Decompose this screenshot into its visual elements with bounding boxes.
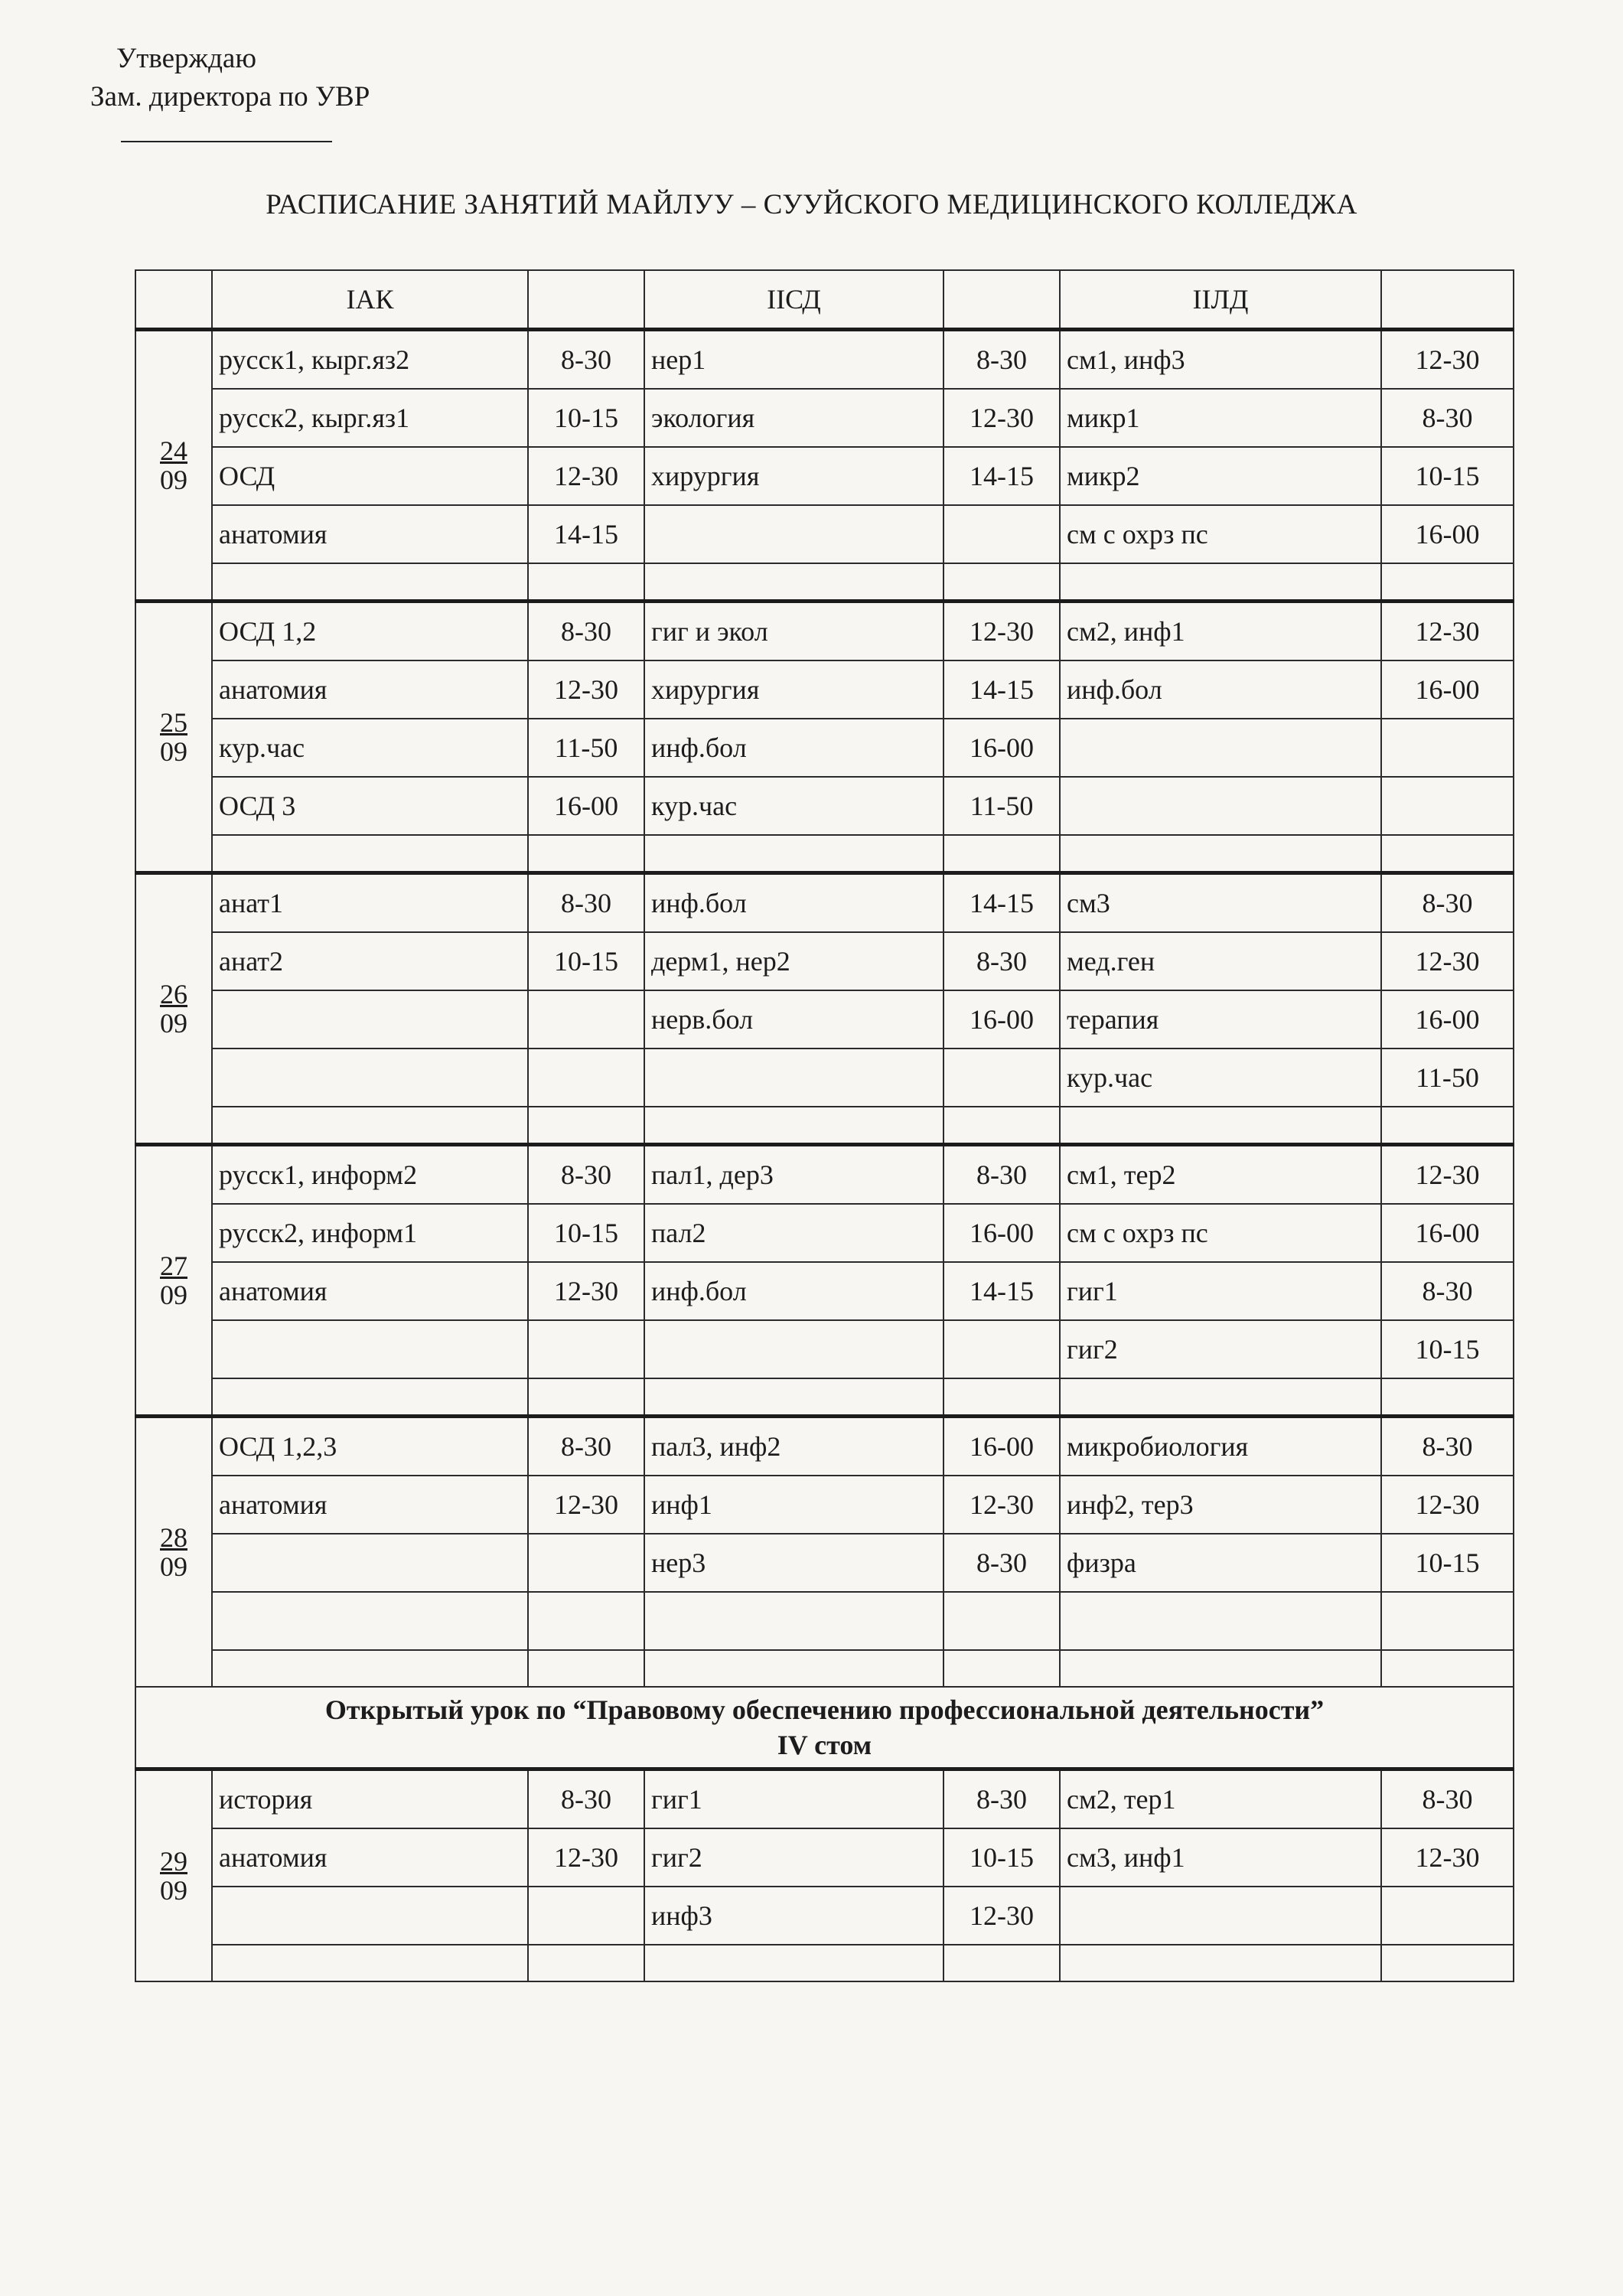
time-cell: 12-30	[528, 660, 644, 719]
empty-cell	[1060, 835, 1381, 873]
empty-cell	[943, 563, 1060, 602]
empty-cell	[644, 835, 943, 873]
empty-cell	[644, 1650, 943, 1687]
table-row	[135, 990, 1514, 1049]
header-row	[135, 270, 1514, 330]
subject-cell	[212, 1320, 528, 1378]
empty-cell	[1060, 1650, 1381, 1687]
empty-cell	[1381, 1650, 1514, 1687]
subject-cell: анатомия	[212, 1262, 528, 1320]
time-cell: 12-30	[943, 1887, 1060, 1945]
date-day: 26	[160, 979, 187, 1009]
empty-cell	[943, 1650, 1060, 1687]
empty-row	[135, 563, 1514, 602]
time-cell: 10-15	[528, 932, 644, 990]
time-cell: 8-30	[528, 330, 644, 390]
table-row	[135, 330, 1514, 390]
time-cell: 16-00	[528, 777, 644, 835]
subject-cell: история	[212, 1769, 528, 1829]
table-row	[135, 932, 1514, 990]
subject-cell: гиг1	[1060, 1262, 1381, 1320]
time-header-2	[943, 270, 1060, 330]
subject-cell: мед.ген	[1060, 932, 1381, 990]
time-cell	[528, 990, 644, 1049]
table-row	[135, 1476, 1514, 1534]
time-cell: 8-30	[1381, 1262, 1514, 1320]
approval-line2: Зам. директора по УВР	[90, 81, 370, 113]
date-day: 29	[160, 1846, 187, 1877]
subject-cell: см2, тер1	[1060, 1769, 1381, 1829]
empty-cell	[943, 1945, 1060, 1981]
subject-cell: нер3	[644, 1534, 943, 1592]
subject-cell: хирургия	[644, 447, 943, 505]
table-row	[135, 660, 1514, 719]
table-row	[135, 389, 1514, 447]
date-day: 28	[160, 1522, 187, 1553]
time-cell	[1381, 777, 1514, 835]
subject-cell: ОСД 3	[212, 777, 528, 835]
empty-cell	[644, 1945, 943, 1981]
time-cell: 8-30	[943, 932, 1060, 990]
time-cell: 10-15	[528, 389, 644, 447]
date-header	[135, 270, 212, 330]
time-cell: 14-15	[943, 447, 1060, 505]
approval-block	[90, 40, 370, 142]
page-title: РАСПИСАНИЕ ЗАНЯТИЙ МАЙЛУУ – СУУЙСКОГО МЕДИЦИНСКОГО КОЛЛЕДЖА	[266, 189, 1357, 220]
empty-row	[135, 835, 1514, 873]
subject-cell: см3, инф1	[1060, 1828, 1381, 1887]
time-cell: 12-30	[943, 1476, 1060, 1534]
subject-cell	[1060, 719, 1381, 777]
subject-cell: инф1	[644, 1476, 943, 1534]
subject-cell: физра	[1060, 1534, 1381, 1592]
note-line2: IV стом	[777, 1730, 872, 1760]
subject-cell: микр2	[1060, 447, 1381, 505]
time-cell: 12-30	[528, 1476, 644, 1534]
subject-cell: пал3, инф2	[644, 1417, 943, 1476]
subject-cell: микробиология	[1060, 1417, 1381, 1476]
empty-cell	[212, 1650, 528, 1687]
empty-row	[135, 1107, 1514, 1145]
schedule-table	[135, 269, 1514, 1982]
subject-cell: гиг2	[1060, 1320, 1381, 1378]
time-cell	[528, 1592, 644, 1650]
group-header-3: IIЛД	[1060, 270, 1381, 330]
date-cell	[135, 602, 212, 873]
time-cell	[1381, 1887, 1514, 1945]
subject-cell: кур.час	[644, 777, 943, 835]
subject-cell	[1060, 1592, 1381, 1650]
time-cell: 8-30	[943, 1145, 1060, 1205]
subject-cell: ОСД	[212, 447, 528, 505]
time-cell	[943, 1592, 1060, 1650]
empty-cell	[943, 835, 1060, 873]
empty-cell	[1060, 1945, 1381, 1981]
approval-line1: Утверждаю	[116, 43, 256, 74]
subject-cell: см2, инф1	[1060, 602, 1381, 661]
date-day: 24	[160, 435, 187, 466]
date-cell	[135, 1417, 212, 1688]
time-cell: 16-00	[943, 990, 1060, 1049]
subject-cell: анат2	[212, 932, 528, 990]
subject-cell	[212, 1887, 528, 1945]
time-cell: 12-30	[1381, 1145, 1514, 1205]
time-cell: 16-00	[1381, 660, 1514, 719]
empty-cell	[1060, 1378, 1381, 1417]
time-cell: 8-30	[528, 1417, 644, 1476]
subject-cell: см3	[1060, 873, 1381, 933]
time-cell: 8-30	[528, 1769, 644, 1829]
table-row	[135, 719, 1514, 777]
date-month: 09	[160, 1008, 187, 1039]
subject-cell	[212, 990, 528, 1049]
subject-cell	[212, 1592, 528, 1650]
time-cell	[528, 1049, 644, 1107]
empty-cell	[1381, 1107, 1514, 1145]
subject-cell: см1, тер2	[1060, 1145, 1381, 1205]
subject-cell: инф.бол	[644, 873, 943, 933]
table-row	[135, 1262, 1514, 1320]
time-cell: 11-50	[528, 719, 644, 777]
subject-cell: см с охрз пс	[1060, 1204, 1381, 1262]
subject-cell: гиг1	[644, 1769, 943, 1829]
signature-line	[121, 141, 332, 142]
subject-cell	[1060, 777, 1381, 835]
date-day: 25	[160, 707, 187, 738]
empty-cell	[528, 835, 644, 873]
subject-cell: русск1, кырг.яз2	[212, 330, 528, 390]
table-row	[135, 1417, 1514, 1476]
note-line1: Открытый урок по “Правовому обеспечению профессиональной деятельности”	[324, 1694, 1325, 1725]
subject-cell: терапия	[1060, 990, 1381, 1049]
time-cell	[1381, 1592, 1514, 1650]
table-row	[135, 1828, 1514, 1887]
date-month: 09	[160, 1280, 187, 1310]
subject-cell	[644, 505, 943, 563]
subject-cell: инф3	[644, 1887, 943, 1945]
subject-cell: гиг2	[644, 1828, 943, 1887]
subject-cell: анат1	[212, 873, 528, 933]
date-cell	[135, 1769, 212, 1982]
subject-cell: пал2	[644, 1204, 943, 1262]
time-cell	[943, 1320, 1060, 1378]
subject-cell: инф2, тер3	[1060, 1476, 1381, 1534]
empty-cell	[1381, 563, 1514, 602]
time-cell: 16-00	[943, 719, 1060, 777]
time-cell: 14-15	[943, 873, 1060, 933]
time-cell: 8-30	[1381, 389, 1514, 447]
date-cell	[135, 873, 212, 1145]
time-cell: 14-15	[943, 660, 1060, 719]
subject-cell: русск1, информ2	[212, 1145, 528, 1205]
subject-cell: хирургия	[644, 660, 943, 719]
subject-cell: русск2, информ1	[212, 1204, 528, 1262]
table-row	[135, 1887, 1514, 1945]
subject-cell: ОСД 1,2	[212, 602, 528, 661]
subject-cell: анатомия	[212, 660, 528, 719]
subject-cell	[644, 1592, 943, 1650]
subject-cell: анатомия	[212, 1476, 528, 1534]
time-cell: 12-30	[1381, 932, 1514, 990]
subject-cell: инф.бол	[644, 719, 943, 777]
time-cell: 10-15	[1381, 447, 1514, 505]
subject-cell: нер1	[644, 330, 943, 390]
time-cell: 12-30	[528, 1262, 644, 1320]
empty-cell	[212, 563, 528, 602]
subject-cell	[212, 1049, 528, 1107]
time-cell: 16-00	[943, 1204, 1060, 1262]
time-cell: 12-30	[1381, 602, 1514, 661]
empty-cell	[212, 1378, 528, 1417]
group-header-1: IАК	[212, 270, 528, 330]
time-cell: 12-30	[943, 389, 1060, 447]
subject-cell: экология	[644, 389, 943, 447]
subject-cell: русск2, кырг.яз1	[212, 389, 528, 447]
time-cell	[528, 1320, 644, 1378]
subject-cell: анатомия	[212, 505, 528, 563]
time-cell: 16-00	[943, 1417, 1060, 1476]
time-cell	[943, 1049, 1060, 1107]
empty-cell	[528, 1650, 644, 1687]
empty-cell	[212, 1107, 528, 1145]
group-header-2: IIСД	[644, 270, 943, 330]
time-cell: 8-30	[1381, 873, 1514, 933]
subject-cell: кур.час	[212, 719, 528, 777]
empty-cell	[528, 1378, 644, 1417]
empty-row	[135, 1945, 1514, 1981]
subject-cell: микр1	[1060, 389, 1381, 447]
date-month: 09	[160, 736, 187, 767]
table-row	[135, 1320, 1514, 1378]
empty-cell	[1381, 1378, 1514, 1417]
time-cell: 14-15	[528, 505, 644, 563]
empty-cell	[1381, 1945, 1514, 1981]
time-cell: 8-30	[1381, 1769, 1514, 1829]
time-cell: 14-15	[943, 1262, 1060, 1320]
time-cell	[943, 505, 1060, 563]
subject-cell	[1060, 1887, 1381, 1945]
empty-cell	[943, 1107, 1060, 1145]
subject-cell: анатомия	[212, 1828, 528, 1887]
date-month: 09	[160, 1875, 187, 1906]
time-cell: 10-15	[528, 1204, 644, 1262]
subject-cell	[644, 1049, 943, 1107]
table-row	[135, 873, 1514, 933]
subject-cell: кур.час	[1060, 1049, 1381, 1107]
subject-cell: см с охрз пс	[1060, 505, 1381, 563]
time-header-1	[528, 270, 644, 330]
subject-cell: нерв.бол	[644, 990, 943, 1049]
empty-cell	[528, 1945, 644, 1981]
time-cell: 10-15	[1381, 1320, 1514, 1378]
date-day: 27	[160, 1251, 187, 1281]
time-cell: 10-15	[943, 1828, 1060, 1887]
subject-cell	[644, 1320, 943, 1378]
empty-cell	[1060, 563, 1381, 602]
table-row	[135, 1534, 1514, 1592]
time-cell: 12-30	[1381, 1828, 1514, 1887]
empty-cell	[212, 835, 528, 873]
time-cell	[1381, 719, 1514, 777]
time-cell: 10-15	[1381, 1534, 1514, 1592]
date-month: 09	[160, 1551, 187, 1582]
subject-cell: пал1, дер3	[644, 1145, 943, 1205]
time-cell: 8-30	[1381, 1417, 1514, 1476]
date-cell	[135, 1145, 212, 1417]
subject-cell: ОСД 1,2,3	[212, 1417, 528, 1476]
table-row	[135, 1592, 1514, 1650]
subject-cell: см1, инф3	[1060, 330, 1381, 390]
table-row	[135, 1145, 1514, 1205]
date-month: 09	[160, 465, 187, 495]
date-cell	[135, 330, 212, 602]
time-cell: 12-30	[943, 602, 1060, 661]
time-header-3	[1381, 270, 1514, 330]
empty-row	[135, 1378, 1514, 1417]
time-cell: 11-50	[943, 777, 1060, 835]
table-row	[135, 1769, 1514, 1829]
time-cell: 8-30	[528, 1145, 644, 1205]
table-row	[135, 505, 1514, 563]
time-cell: 16-00	[1381, 1204, 1514, 1262]
subject-cell: инф.бол	[644, 1262, 943, 1320]
table-row	[135, 1204, 1514, 1262]
empty-cell	[644, 563, 943, 602]
empty-row	[135, 1650, 1514, 1687]
note-row	[135, 1687, 1514, 1769]
time-cell	[528, 1887, 644, 1945]
empty-cell	[644, 1378, 943, 1417]
time-cell: 8-30	[943, 1534, 1060, 1592]
table-row	[135, 447, 1514, 505]
time-cell: 8-30	[943, 1769, 1060, 1829]
time-cell: 12-30	[1381, 1476, 1514, 1534]
time-cell: 12-30	[1381, 330, 1514, 390]
time-cell	[528, 1534, 644, 1592]
time-cell: 16-00	[1381, 505, 1514, 563]
time-cell: 12-30	[528, 1828, 644, 1887]
time-cell: 12-30	[528, 447, 644, 505]
table-row	[135, 777, 1514, 835]
table-row	[135, 1049, 1514, 1107]
empty-cell	[1060, 1107, 1381, 1145]
empty-cell	[528, 1107, 644, 1145]
subject-cell: дерм1, нер2	[644, 932, 943, 990]
table-row	[135, 602, 1514, 661]
subject-cell	[212, 1534, 528, 1592]
subject-cell: инф.бол	[1060, 660, 1381, 719]
empty-cell	[1381, 835, 1514, 873]
empty-cell	[212, 1945, 528, 1981]
subject-cell: гиг и экол	[644, 602, 943, 661]
time-cell: 11-50	[1381, 1049, 1514, 1107]
time-cell: 16-00	[1381, 990, 1514, 1049]
time-cell: 8-30	[528, 602, 644, 661]
empty-cell	[528, 563, 644, 602]
time-cell: 8-30	[943, 330, 1060, 390]
time-cell: 8-30	[528, 873, 644, 933]
empty-cell	[644, 1107, 943, 1145]
empty-cell	[943, 1378, 1060, 1417]
open-lesson-note	[135, 1687, 1514, 1769]
